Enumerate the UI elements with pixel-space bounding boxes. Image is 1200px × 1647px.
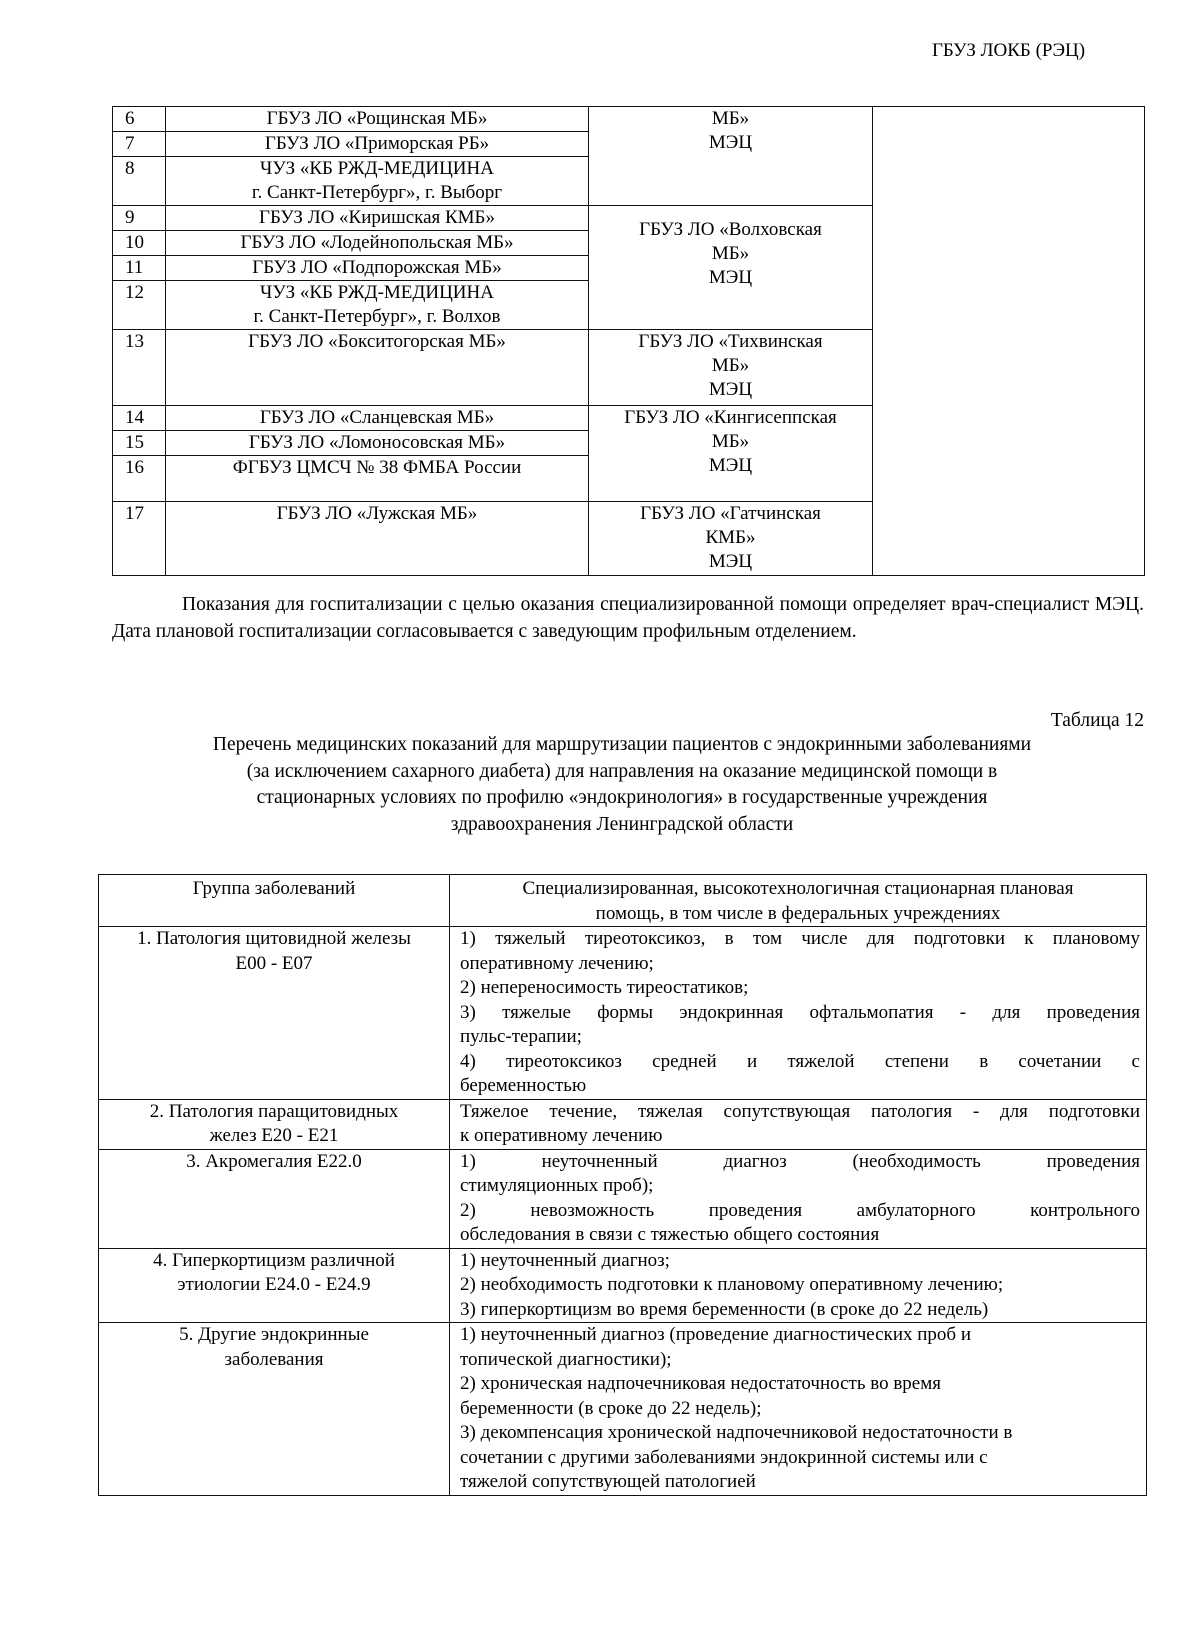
center-cell <box>589 502 873 576</box>
group-line: 1. Патология щитовидной железы <box>137 928 411 949</box>
desc-line: беременностью <box>460 1075 587 1096</box>
routing-table <box>112 40 1145 576</box>
facility-line: г. Санкт-Петербург», г. Выборг <box>251 182 503 203</box>
table-header-row <box>99 875 1147 927</box>
center-line: МБ» <box>711 108 750 129</box>
row-number: 9 <box>113 206 166 231</box>
desc-line: 1) неуточненный диагноз; <box>460 1249 670 1271</box>
center-cell <box>589 206 873 330</box>
center-line: ГБУЗ ЛО «Кингисеппская <box>624 407 837 428</box>
disease-group <box>99 1323 450 1496</box>
disease-group <box>99 1099 450 1149</box>
center-line: ГБУЗ ЛО «Гатчинская <box>640 503 821 524</box>
indication-description <box>450 1323 1147 1496</box>
desc-line: 1) тяжелый тиреотоксикоз, в том числе для подготовки к плановому <box>460 928 1140 949</box>
table-row <box>99 1248 1147 1323</box>
facility-name: ГБУЗ ЛО «Лодейнопольская МБ» <box>166 231 589 256</box>
hospitalization-paragraph: Показания для госпитализации с целью оказания специализированной помощи определяет врач-специалист МЭЦ. Дата плановой госпитализации согласовывается с заведующим профильным отделением. <box>112 594 1144 642</box>
regional-center: ГБУЗ ЛОКБ (РЭЦ) <box>931 40 1086 61</box>
row-number: 14 <box>113 406 166 431</box>
center-line: ГБУЗ ЛО «Волховская <box>639 219 822 240</box>
column-header-group: Группа заболеваний <box>99 875 450 927</box>
heading-line: здравоохранения Ленинградской области <box>450 813 794 835</box>
desc-line: 3) тяжелые формы эндокринная офтальмопатия - для проведения <box>460 1001 1140 1023</box>
disease-group <box>99 1149 450 1248</box>
desc-line: пульс-терапии; <box>460 1026 582 1047</box>
row-number: 12 <box>113 281 166 330</box>
desc-line: оперативному лечению; <box>460 952 654 974</box>
facility-name: ФГБУЗ ЦМСЧ № 38 ФМБА России <box>166 456 589 502</box>
desc-line: стимуляционных проб); <box>460 1175 654 1196</box>
facility-name: ГБУЗ ЛО «Бокситогорская МБ» <box>166 330 589 406</box>
center-line: МЭЦ <box>708 455 753 476</box>
table-number-label: Таблица 12 <box>1050 710 1144 731</box>
column-header-description: Специализированная, высокотехнологичная стационарная плановая помощь, в том числе в федеральных учреждениях <box>450 875 1147 927</box>
group-line: 3. Акромегалия Е22.0 <box>186 1150 362 1172</box>
center-cell <box>589 406 873 502</box>
group-line: 4. Гиперкортицизм различной <box>153 1249 395 1271</box>
row-number: 11 <box>113 256 166 281</box>
center-line: МБ» <box>711 355 750 376</box>
facility-name: ГБУЗ ЛО «Сланцевская МБ» <box>166 406 589 431</box>
table-row <box>99 1149 1147 1248</box>
group-line: этиологии Е24.0 - Е24.9 <box>177 1274 371 1295</box>
table-heading <box>100 732 1144 838</box>
heading-line: стационарных условиях по профилю «эндокринология» в государственные учреждения <box>256 787 988 808</box>
row-number: 8 <box>113 157 166 206</box>
center-line: МЭЦ <box>708 379 753 400</box>
indication-description <box>450 1099 1147 1149</box>
row-number: 7 <box>113 132 166 157</box>
center-line: МБ» <box>711 431 750 452</box>
desc-line: 1) неуточненный диагноз (проведение диагностических проб и <box>460 1324 971 1345</box>
desc-line: Тяжелое течение, тяжелая сопутствующая патология - для подготовки <box>460 1100 1140 1122</box>
row-number: 17 <box>113 502 166 576</box>
indication-description <box>450 927 1147 1100</box>
desc-line: 1) неуточненный диагноз (необходимость проведения <box>460 1150 1140 1172</box>
desc-line: 3) гиперкортицизм во время беременности (в сроке до 22 недель) <box>460 1298 989 1320</box>
desc-line: 2) необходимость подготовки к плановому оперативному лечению; <box>460 1274 1004 1295</box>
regional-center-cell <box>873 40 1145 576</box>
table-row <box>99 1099 1147 1149</box>
facility-name: ГБУЗ ЛО «Киришская КМБ» <box>166 206 589 231</box>
facility-name: ГБУЗ ЛО «Ломоносовская МБ» <box>166 431 589 456</box>
center-cell <box>589 107 873 206</box>
facility-name: ГБУЗ ЛО «Рощинская МБ» <box>166 107 589 132</box>
desc-line: беременности (в сроке до 22 недель); <box>460 1397 762 1419</box>
row-number: 6 <box>113 107 166 132</box>
desc-line: к оперативному лечению <box>460 1125 663 1146</box>
center-line: МЭЦ <box>708 267 753 288</box>
facility-line: г. Санкт-Петербург», г. Волхов <box>253 306 501 327</box>
desc-line: сочетании с другими заболеваниями эндокринной системы или с <box>460 1446 988 1468</box>
table-row <box>99 927 1147 1100</box>
group-line: желез Е20 - Е21 <box>209 1125 339 1146</box>
heading-line: (за исключением сахарного диабета) для направления на оказание медицинской помощи в <box>246 760 998 782</box>
indications-table <box>98 874 1147 1496</box>
center-line: МЭЦ <box>708 132 753 153</box>
desc-line: обследования в связи с тяжестью общего состояния <box>460 1224 880 1245</box>
row-number: 13 <box>113 330 166 406</box>
center-line: МБ» <box>711 243 750 264</box>
facility-name <box>166 281 589 330</box>
desc-line: тяжелой сопутствующей патологией <box>460 1471 756 1492</box>
table-row <box>113 107 1145 132</box>
table-row <box>99 1323 1147 1496</box>
group-line: заболевания <box>224 1348 324 1370</box>
indication-description <box>450 1149 1147 1248</box>
facility-name: ГБУЗ ЛО «Лужская МБ» <box>166 502 589 576</box>
center-line: КМБ» <box>705 527 756 548</box>
center-line: ГБУЗ ЛО «Тихвинская <box>638 331 823 352</box>
facility-name: ГБУЗ ЛО «Приморская РБ» <box>166 132 589 157</box>
row-number: 16 <box>113 456 166 502</box>
row-number: 15 <box>113 431 166 456</box>
desc-line: 4) тиреотоксикоз средней и тяжелой степени в сочетании с <box>460 1050 1140 1072</box>
center-line: МЭЦ <box>708 551 753 572</box>
desc-line: 2) невозможность проведения амбулаторного контрольного <box>460 1199 1140 1221</box>
center-cell <box>589 330 873 406</box>
indication-description <box>450 1248 1147 1323</box>
group-line: Е00 - Е07 <box>235 952 313 974</box>
group-line: 2. Патология паращитовидных <box>149 1100 399 1122</box>
facility-line: ЧУЗ «КБ РЖД-МЕДИЦИНА <box>260 158 494 179</box>
desc-line: 2) непереносимость тиреостатиков; <box>460 977 749 998</box>
heading-line: Перечень медицинских показаний для маршрутизации пациентов с эндокринными заболеваниями <box>212 734 1032 755</box>
disease-group <box>99 927 450 1100</box>
facility-line: ЧУЗ «КБ РЖД-МЕДИЦИНА <box>260 282 494 303</box>
row-number: 10 <box>113 231 166 256</box>
desc-line: топической диагностики); <box>460 1348 672 1370</box>
desc-line: 3) декомпенсация хронической надпочечниковой недостаточности в <box>460 1422 1013 1443</box>
desc-line: 2) хроническая надпочечниковая недостаточность во время <box>460 1373 942 1394</box>
facility-name <box>166 157 589 206</box>
disease-group <box>99 1248 450 1323</box>
group-line: 5. Другие эндокринные <box>179 1324 369 1345</box>
facility-name: ГБУЗ ЛО «Подпорожская МБ» <box>166 256 589 281</box>
